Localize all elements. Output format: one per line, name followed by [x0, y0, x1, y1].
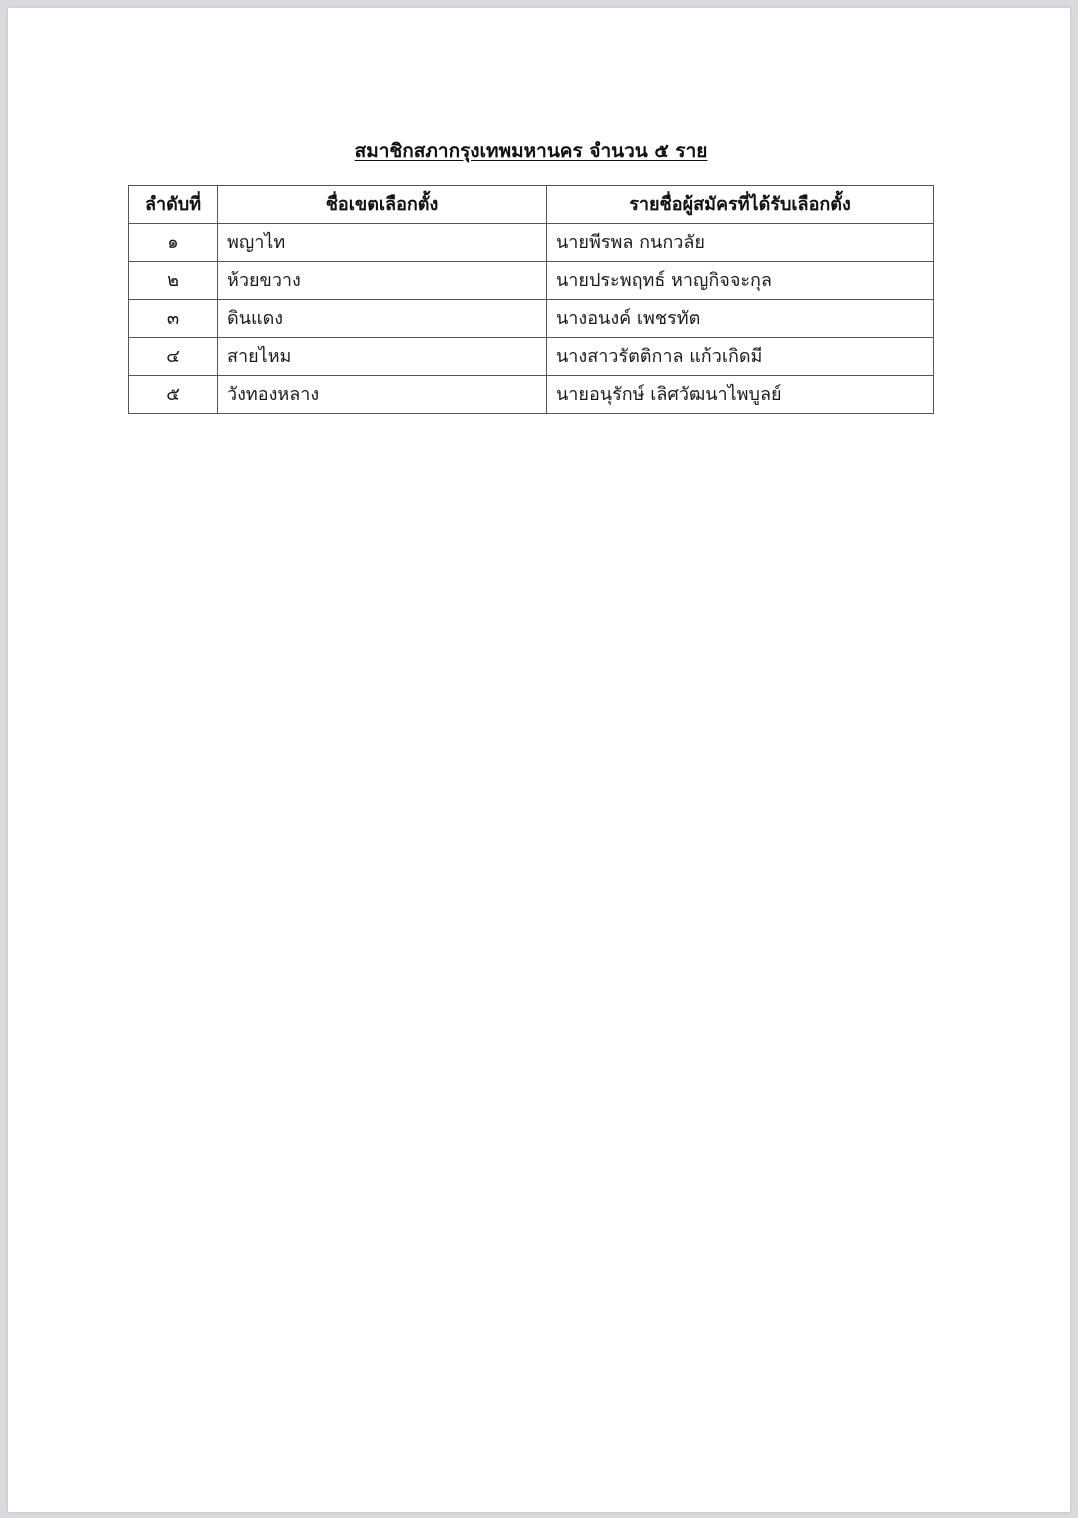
row-candidate: นายอนุรักษ์ เลิศวัฒนาไพบูลย์ — [547, 376, 934, 414]
election-results-table — [128, 185, 934, 414]
row-candidate: นายพีรพล กนกวลัย — [547, 224, 934, 262]
row-candidate: นายประพฤทธ์ หาญกิจจะกุล — [547, 262, 934, 300]
row-candidate: นางสาวรัตติกาล แก้วเกิดมี — [547, 338, 934, 376]
table-row — [129, 376, 934, 414]
table-row — [129, 300, 934, 338]
table-row — [129, 338, 934, 376]
row-number: ๒ — [129, 262, 218, 300]
table-row — [129, 224, 934, 262]
row-district: ห้วยขวาง — [218, 262, 547, 300]
header-candidate: รายชื่อผู้สมัครที่ได้รับเลือกตั้ง — [547, 186, 934, 224]
row-number: ๓ — [129, 300, 218, 338]
row-number: ๑ — [129, 224, 218, 262]
row-district: ดินแดง — [218, 300, 547, 338]
table-row — [129, 262, 934, 300]
header-number: ลำดับที่ — [129, 186, 218, 224]
row-number: ๕ — [129, 376, 218, 414]
row-candidate: นางอนงค์ เพชรทัต — [547, 300, 934, 338]
row-district: วังทองหลาง — [218, 376, 547, 414]
document-title: สมาชิกสภากรุงเทพมหานคร จำนวน ๕ ราย — [354, 140, 708, 162]
header-district: ชื่อเขตเลือกตั้ง — [218, 186, 547, 224]
table-header-row — [129, 186, 934, 224]
row-number: ๔ — [129, 338, 218, 376]
row-district: พญาไท — [218, 224, 547, 262]
row-district: สายไหม — [218, 338, 547, 376]
